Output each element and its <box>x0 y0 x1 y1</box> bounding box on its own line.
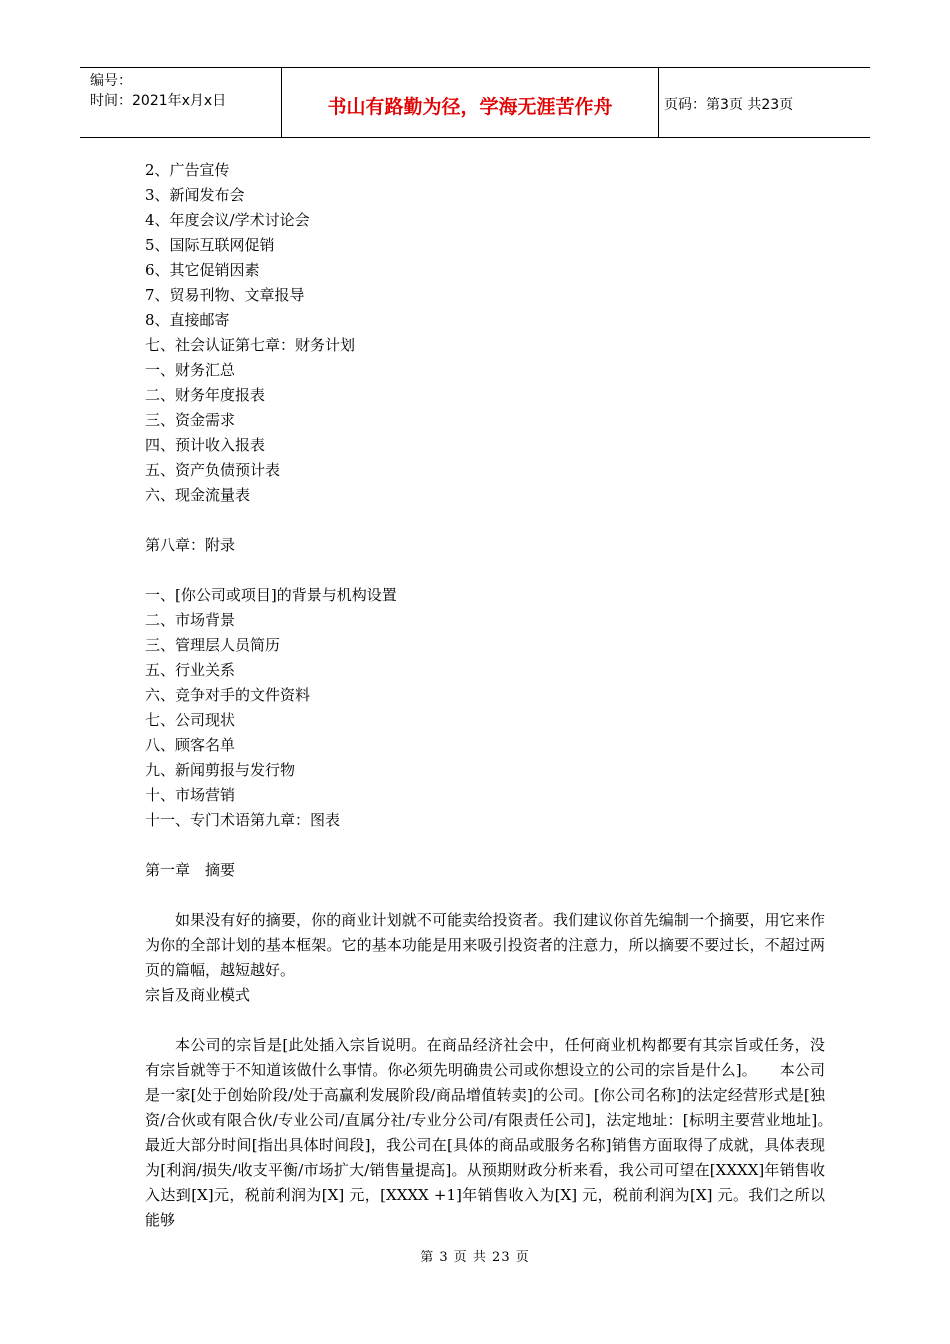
page-header <box>80 67 870 138</box>
header-motto: 书山有路勤为径，学海无涯苦作舟 <box>282 68 659 137</box>
section-title: 宗旨及商业模式 <box>145 986 251 1004</box>
mission-paragraph: 本公司的宗旨是[此处插入宗旨说明。在商品经济社会中，任何商业机构都要有其宗旨或任务，没有宗旨就等于不知道该做什么事情。你必须先明确贵公司或你想设立的公司的宗旨是什么]。 本公司是一家[处于创始阶段/处于高赢利发展阶段/商品增值转卖]的公司。[你公司名称]的法定经营形式是[独资/合伙或有限合伙/专业公司/直属分社/专业分公司/有限责任公司]，法定地址：[标明主要营业地址]。 最近大部分时间[指出具体时间段]，我公司在[具体的商品或服务名称]销售方面取得了成就，具体表现为[利润/损失/收支平衡/市场扩大/销售量提高]。从预期财政分析来看，我公司可望在[XXXX]年销售收入达到[X]元，税前利润为[X] 元，[XXXX +1]年销售收入为[X] 元，税前利润为[X] 元。我们之所以能够 <box>145 1036 856 1229</box>
list-item: 九、新闻剪报与发行物 <box>145 761 296 779</box>
list-item: 三、管理层人员简历 <box>145 636 281 654</box>
page-footer: 第 3 页 共 23 页 <box>420 1250 530 1265</box>
header-number-label: 编号： <box>90 73 132 89</box>
list-item: 一、[你公司或项目]的背景与机构设置 <box>145 586 397 604</box>
summary-paragraph: 如果没有好的摘要，你的商业计划就不可能卖给投资者。我们建议你首先编制一个摘要，用它来作为你的全部计划的基本框架。它的基本功能是用来吸引投资者的注意力，所以摘要不要过长，不超过两页的篇幅，越短越好。 <box>145 911 825 979</box>
list-item: 二、市场背景 <box>145 611 236 629</box>
list-item: 六、现金流量表 <box>145 486 251 504</box>
list-item: 6、其它促销因素 <box>145 261 260 279</box>
list-item: 十一、专门术语第九章：图表 <box>145 811 341 829</box>
list-item: 2、广告宣传 <box>145 161 230 179</box>
list-item: 二、财务年度报表 <box>145 386 266 404</box>
list-item: 一、财务汇总 <box>145 361 236 379</box>
header-meta-cell <box>80 68 282 137</box>
list-item: 四、预计收入报表 <box>145 436 266 454</box>
list-item: 8、直接邮寄 <box>145 311 230 329</box>
list-item: 十、市场营销 <box>145 786 236 804</box>
chapter1-title: 第一章 摘要 <box>145 861 236 879</box>
list-item: 4、年度会议/学术讨论会 <box>145 211 310 229</box>
list-item: 五、行业关系 <box>145 661 236 679</box>
list-item: 七、公司现状 <box>145 711 236 729</box>
header-time-label: 时间：2021年x月x日 <box>90 93 227 109</box>
list-item: 五、资产负债预计表 <box>145 461 281 479</box>
list-item: 六、竞争对手的文件资料 <box>145 686 311 704</box>
list-item: 八、顾客名单 <box>145 736 236 754</box>
list-item: 七、社会认证第七章：财务计划 <box>145 336 356 354</box>
list-item: 5、国际互联网促销 <box>145 236 275 254</box>
list-item: 7、贸易刊物、文章报导 <box>145 286 305 304</box>
chapter8-title: 第八章：附录 <box>145 536 236 554</box>
list-item: 3、新闻发布会 <box>145 186 245 204</box>
header-page-info: 页码：第3页 共23页 <box>664 97 794 113</box>
document-body <box>145 158 856 1233</box>
list-item: 三、资金需求 <box>145 411 236 429</box>
